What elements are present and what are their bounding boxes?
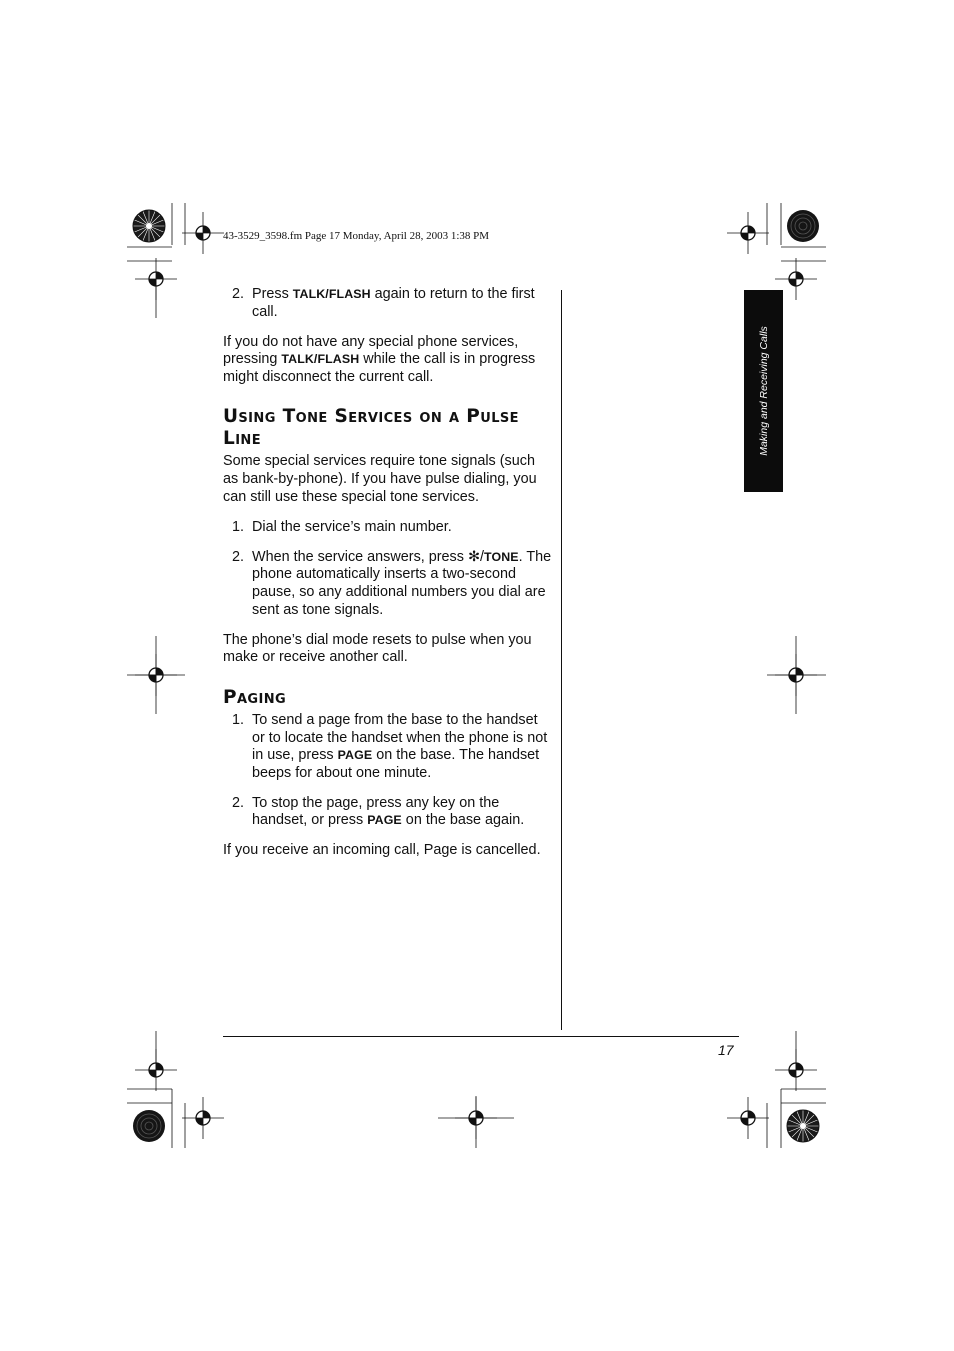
star-key-icon: ✻/ xyxy=(467,548,485,565)
chapter-side-tab xyxy=(744,290,783,492)
chapter-side-tab-label: Making and Receiving Calls xyxy=(757,326,770,456)
page-number: 17 xyxy=(718,1042,734,1058)
file-info-header: 43-3529_3598.fm Page 17 Monday, April 28, 2003 1:38 PM xyxy=(223,230,490,242)
list-item: 1. To send a page from the base to the handset or to locate the handset when the phone is not in use, press PAGE on the base. The handset beeps for about one minute. xyxy=(232,711,548,781)
list-item: 2. When the service answers, press ✻/TONE. The phone automatically inserts a two-second pause, so any additional numbers you dial are sent as tone signals. xyxy=(232,548,552,618)
key-label: TALK/FLASH xyxy=(292,287,371,301)
registration-mark-icon xyxy=(182,1097,224,1139)
key-label: TONE xyxy=(484,549,519,564)
list-item: 1. Dial the service’s main number. xyxy=(232,518,452,535)
sunburst-mark-icon xyxy=(787,1110,819,1142)
section-heading-tone-services: Using Tone Services on a Pulse Line xyxy=(223,406,519,450)
key-label: TALK/FLASH xyxy=(281,352,360,367)
key-label: PAGE xyxy=(367,813,402,828)
paragraph: Some special services require tone signals (such as bank-by-phone). If you have pulse dialing, you can still use these special tone services. xyxy=(223,453,537,505)
dot-disc-mark-icon xyxy=(133,1110,165,1142)
paragraph: If you receive an incoming call, Page is cancelled. xyxy=(223,842,541,859)
main-content xyxy=(223,286,553,873)
key-label: PAGE xyxy=(337,748,373,763)
dot-disc-mark-icon xyxy=(787,210,819,242)
paragraph: The phone’s dial mode resets to pulse when you make or receive another call. xyxy=(223,631,532,666)
paging-steps-list xyxy=(223,712,553,830)
section-heading-paging: Paging xyxy=(223,686,287,708)
registration-mark-icon xyxy=(182,212,224,254)
registration-mark-icon xyxy=(727,1097,769,1139)
sunburst-mark-icon xyxy=(133,210,165,242)
footer-rule xyxy=(223,1036,739,1037)
continued-list xyxy=(223,286,553,321)
registration-mark-icon xyxy=(727,212,769,254)
list-item: 2. To stop the page, press any key on the handset, or press PAGE on the base again. xyxy=(232,794,525,829)
list-item: 2. Press TALK/FLASH again to return to the first call. xyxy=(232,286,535,320)
tone-steps-list xyxy=(223,519,553,619)
column-rule xyxy=(561,290,562,1030)
paragraph: If you do not have any special phone services, pressing TALK/FLASH while the call is in progress might disconnect the current call. xyxy=(223,333,536,385)
